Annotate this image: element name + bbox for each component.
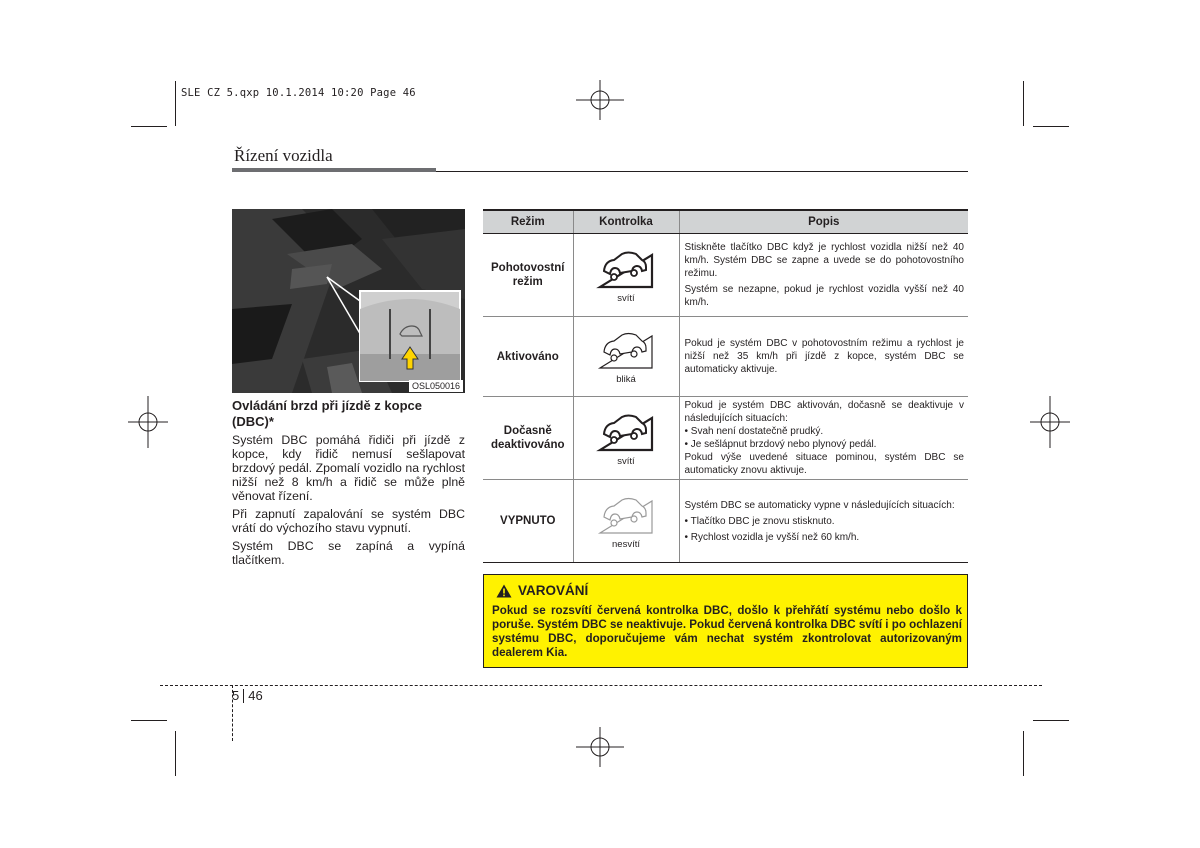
dbc-indicator-icon xyxy=(596,410,656,452)
print-slug: SLE CZ 5.qxp 10.1.2014 10:20 Page 46 xyxy=(181,87,416,99)
mode-description xyxy=(679,317,968,397)
lamp-state: bliká xyxy=(616,374,636,385)
description-text: Systém se nezapne, pokud je rychlost vozidla vyšší než 40 km/h. xyxy=(684,284,964,308)
table-row xyxy=(483,397,968,480)
mode-description xyxy=(679,480,968,563)
table-row xyxy=(483,234,968,317)
table-row xyxy=(483,317,968,397)
photo-code: OSL050016 xyxy=(409,380,463,392)
warning-text: Pokud se rozsvítí červená kontrolka DBC, došlo k přehřátí systému nebo došlo k poruše. Systém DBC se neaktivuje. Pokud červená kontrolka DBC svítí i po ochlazení systému DBC, doporučujeme vám nechat systém zkontrolovat autorizovaným dealerem Kia. xyxy=(492,604,962,659)
lamp-cell xyxy=(573,234,679,317)
lamp-cell xyxy=(573,317,679,397)
dbc-paragraph: Při zapnutí zapalování se systém DBC vrátí do výchozího stavu vypnutí. xyxy=(232,507,465,535)
bullet-item: • Je sešlápnut brzdový nebo plynový pedál. xyxy=(685,438,965,451)
warning-box xyxy=(483,574,968,668)
registration-mark-right xyxy=(1030,396,1070,448)
title-rule-thin xyxy=(436,171,968,172)
bullet-item: • Svah není dostatečně prudký. xyxy=(685,425,965,438)
dbc-heading: Ovládání brzd při jízdě z kopce (DBC)* xyxy=(232,398,422,429)
mode-description xyxy=(679,234,968,317)
registration-mark-bottom xyxy=(576,727,624,767)
warning-heading xyxy=(496,583,588,598)
registration-mark-top xyxy=(576,80,624,120)
dbc-paragraph: Systém DBC pomáhá řidiči při jízdě z kopce, kdy řidič nemusí sešlapovat brzdový pedál. Zpomalí vozidlo na rychlost nižší než 8 km/h a řidič se může plně věnovat řízení. xyxy=(232,433,465,503)
dbc-indicator-icon xyxy=(596,328,656,370)
lamp-state: svítí xyxy=(617,292,635,304)
mode-description xyxy=(679,397,968,480)
column-header-lamp: Kontrolka xyxy=(573,210,679,234)
description-text: Stiskněte tlačítko DBC když je rychlost vozidla nižší než 40 km/h. Systém DBC se zapne a uvede se do pohotovostního režimu. xyxy=(684,242,964,279)
mode-label: Aktivováno xyxy=(483,317,573,397)
column-header-mode: Režim xyxy=(483,210,573,234)
warning-title: VAROVÁNÍ xyxy=(518,583,589,598)
description-text: Systém DBC se automaticky vypne v následujících situacích: xyxy=(684,499,955,511)
page-number xyxy=(232,688,263,703)
lamp-cell xyxy=(573,480,679,563)
bullet-item: • Tlačítko DBC je znovu stisknuto. xyxy=(685,515,965,528)
page-number-value: 46 xyxy=(248,688,263,703)
dbc-indicator-off-icon xyxy=(596,493,656,535)
mode-label: Pohotovostní režim xyxy=(483,234,573,317)
dbc-button-photo xyxy=(232,209,465,393)
description-text: Pokud je systém DBC v pohotovostním režimu a rychlost je nižší než 35 km/h při jízdě z kopce, systém DBC se automaticky aktivuje. xyxy=(684,338,964,375)
chapter-number: 5 xyxy=(232,688,240,703)
mode-label: VYPNUTO xyxy=(483,480,573,563)
dbc-modes-table xyxy=(483,209,968,563)
registration-mark-left xyxy=(128,396,168,448)
mode-label: Dočasně deaktivováno xyxy=(483,397,573,480)
description-text: Pokud výše uvedené situace pominou, systém DBC se automaticky znovu aktivuje. xyxy=(684,452,964,476)
bullet-item: • Rychlost vozidla je vyšší než 60 km/h. xyxy=(685,531,965,544)
page-number-separator xyxy=(243,689,244,703)
footer-rule xyxy=(160,685,1042,686)
dbc-intro xyxy=(232,398,465,571)
section-title: Řízení vozidla xyxy=(234,146,333,165)
lamp-state: svítí xyxy=(617,455,635,467)
column-header-description: Popis xyxy=(679,210,968,234)
title-rule-bold xyxy=(232,168,436,172)
dbc-paragraph: Systém DBC se zapíná a vypíná tlačítkem. xyxy=(232,539,465,567)
table-row xyxy=(483,480,968,563)
lamp-state: nesvítí xyxy=(612,538,640,550)
table-header-row xyxy=(483,210,968,234)
lamp-cell xyxy=(573,397,679,480)
dbc-indicator-icon xyxy=(596,247,656,289)
description-text: Pokud je systém DBC aktivován, dočasně se deaktivuje v následujících situacích: xyxy=(684,400,964,424)
warning-triangle-icon xyxy=(496,584,512,598)
